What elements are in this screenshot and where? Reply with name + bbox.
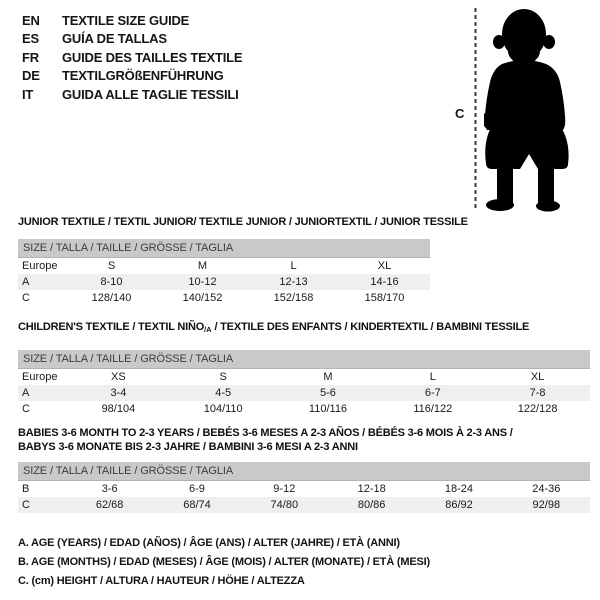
- title-text: CHILDREN'S TEXTILE / TEXTIL NIÑO: [18, 321, 205, 333]
- children-section-title: [18, 321, 529, 337]
- language-code: ES: [22, 31, 39, 47]
- height-cell: 74/80: [270, 499, 299, 511]
- language-code: DE: [22, 68, 40, 84]
- table-row-height: [18, 401, 590, 417]
- babies-section-title: [18, 427, 513, 454]
- language-title-block: [22, 11, 242, 104]
- height-cell: 128/140: [91, 292, 132, 304]
- language-row: [22, 67, 242, 86]
- size-cell: L: [429, 371, 436, 383]
- row-label: Europe: [22, 260, 58, 272]
- table-row-europe: [18, 369, 590, 385]
- height-cell: 80/86: [357, 499, 386, 511]
- row-label: Europe: [22, 371, 58, 383]
- table-row-age: [18, 385, 590, 401]
- height-cell: 122/128: [517, 403, 558, 415]
- age-cell: 14-16: [370, 276, 399, 288]
- row-label: C: [22, 499, 30, 511]
- language-label: TEXTILE SIZE GUIDE: [62, 12, 190, 28]
- age-cell: 3-4: [110, 387, 127, 399]
- size-cell: M: [323, 371, 333, 383]
- title-subscript: /A: [204, 325, 212, 334]
- height-cell: 152/158: [273, 292, 314, 304]
- age-cell: 12-13: [279, 276, 308, 288]
- junior-section-title: [18, 216, 468, 230]
- age-cell: 5-6: [320, 387, 336, 399]
- height-label-c: C: [455, 106, 465, 121]
- language-code: EN: [22, 12, 40, 28]
- language-label: GUIDA ALLE TAGLIE TESSILI: [62, 86, 239, 102]
- section-title-line: BABYS 3-6 MONATE BIS 2-3 JAHRE / BAMBINI 3-6 MESI A 2-3 ANNI: [18, 440, 358, 453]
- language-code: IT: [22, 86, 34, 102]
- age-cell: 9-12: [273, 483, 296, 495]
- junior-size-table: [18, 239, 430, 306]
- footnote-a: A. AGE (YEARS) / EDAD (AÑOS) / ÂGE (ANS) / ALTER (JAHRE) / ETÀ (ANNI): [18, 537, 400, 549]
- age-cell: 18-24: [444, 483, 474, 495]
- section-title-line: BABIES 3-6 MONTH TO 2-3 YEARS / BEBÉS 3-6 MESES A 2-3 AÑOS / BÉBÉS 3-6 MOIS À 2-3 ANS /: [18, 427, 513, 439]
- language-label: TEXTILGRÖßENFÜHRUNG: [62, 68, 224, 84]
- babies-size-table: [18, 462, 590, 513]
- size-cell: M: [197, 260, 208, 272]
- row-label: A: [22, 387, 30, 399]
- children-size-table: [18, 350, 590, 417]
- size-cell: XL: [377, 260, 392, 272]
- footnote-c: C. (cm) HEIGHT / ALTURA / HAUTEUR / HÖHE / ALTEZZA: [18, 575, 305, 587]
- height-cell: 158/170: [364, 292, 405, 304]
- table-row-height: [18, 290, 430, 306]
- size-cell: S: [219, 371, 227, 383]
- height-cell: 116/122: [413, 403, 453, 415]
- height-cell: 98/104: [101, 403, 136, 415]
- baby-silhouette-icon: [484, 8, 584, 212]
- age-cell: 6-9: [189, 483, 205, 495]
- language-row: [22, 48, 242, 67]
- size-cell: XL: [530, 371, 545, 383]
- height-cell: 68/74: [183, 499, 211, 511]
- row-label: A: [22, 276, 30, 288]
- language-label: GUIDE DES TAILLES TEXTILE: [62, 49, 243, 65]
- height-cell: 140/152: [182, 292, 223, 304]
- table-row-europe: [18, 258, 430, 274]
- language-row: [22, 85, 242, 104]
- age-cell: 8-10: [100, 276, 123, 288]
- age-cell: 4-5: [215, 387, 232, 399]
- age-cell: 10-12: [188, 276, 217, 288]
- size-cell: XS: [111, 371, 126, 383]
- language-code: FR: [22, 49, 39, 65]
- age-cell: 6-7: [424, 387, 441, 399]
- age-cell: 3-6: [101, 483, 118, 495]
- row-label: B: [22, 483, 30, 495]
- age-cell: 24-36: [532, 483, 561, 495]
- section-title-line: JUNIOR TEXTILE / TEXTIL JUNIOR/ TEXTILE JUNIOR / JUNIORTEXTIL / JUNIOR TESSILE: [18, 216, 468, 228]
- row-label: C: [22, 403, 30, 415]
- size-cell: L: [290, 260, 297, 272]
- height-cell: 104/110: [203, 403, 243, 415]
- language-row: [22, 30, 242, 49]
- row-label: C: [22, 292, 30, 304]
- footnotes-block: [18, 534, 430, 591]
- language-label: GUÍA DE TALLAS: [62, 31, 167, 47]
- age-cell: 12-18: [357, 483, 386, 495]
- height-cell: 86/92: [445, 499, 473, 511]
- age-cell: 7-8: [529, 387, 546, 399]
- section-title-line: [18, 321, 529, 337]
- table-row-age-months: [18, 481, 590, 497]
- size-cell: S: [107, 260, 116, 272]
- table-row-height: [18, 497, 590, 513]
- footnote-b: B. AGE (MONTHS) / EDAD (MESES) / ÂGE (MOIS) / ALTER (MONATE) / ETÀ (MESI): [18, 556, 430, 568]
- language-row: [22, 11, 242, 30]
- height-cell: 110/116: [308, 403, 348, 415]
- size-header-bar: SIZE / TALLA / TAILLE / GRÖSSE / TAGLIA: [18, 462, 590, 481]
- height-measure-dashed-line: [474, 8, 477, 208]
- title-text: / TEXTILE DES ENFANTS / KINDERTEXTIL / BAMBINI TESSILE: [211, 321, 530, 333]
- height-cell: 92/98: [532, 499, 561, 511]
- size-header-bar: SIZE / TALLA / TAILLE / GRÖSSE / TAGLIA: [18, 239, 430, 258]
- table-row-age: [18, 274, 430, 290]
- size-header-bar: SIZE / TALLA / TAILLE / GRÖSSE / TAGLIA: [18, 350, 590, 369]
- height-cell: 62/68: [95, 499, 124, 511]
